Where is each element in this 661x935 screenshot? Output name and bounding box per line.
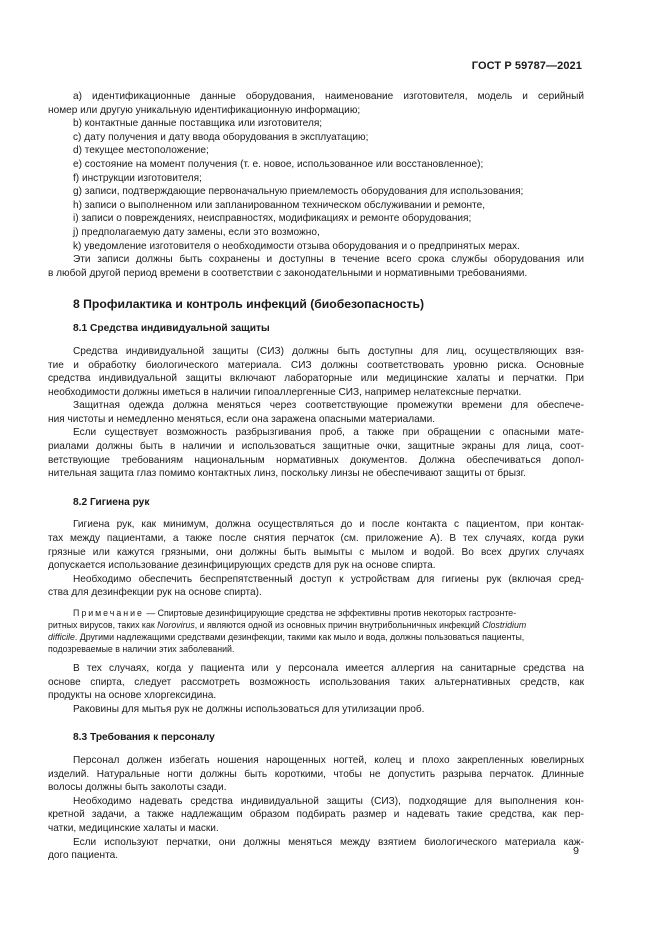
list-item: e) состояние на момент получения (т. е. новое, использованное или восстановленное); [73,158,484,170]
paragraph-line: ния чистоты и немедленно меняться, если она заражена опасными материалами. [48,413,436,425]
paragraph-line: основе спирта, следует рассмотреть возможность использования таких альтернативных средств, как [48,676,584,688]
paragraph-line: Необходимо надевать средства индивидуальной защиты (СИЗ), подходящие для выполнения кон- [73,795,584,807]
note-line: Примечание — Спиртовые дезинфицирующие средства не эффективны против некоторых гастроэнте- [73,608,517,618]
paragraph-line: Средства индивидуальной защиты (СИЗ) должны быть доступны для лиц, осуществляющих взя- [73,345,584,357]
section-8-1-body [48,345,584,481]
list-item: j) предполагаемую дату замены, если это возможно, [73,226,320,238]
paragraph-line: Персонал должен избегать ношения нарощенных ногтей, колец и плохо закрепленных ювелирных [73,754,584,766]
paragraph-line: средства индивидуальной защиты включают лабораторные или медицинские халаты и перчатки. При [48,373,584,385]
paragraph-line: тие и обработку биологического материала. СИЗ должны соответствовать уровню риска. Основные [48,359,584,371]
note-line: ритных вирусов, таких как Norovirus, и являются одной из основных причин внутрибольничных инфекций Clostridium [48,620,527,630]
list-item-cont: номер или другую уникальную идентификационную информацию; [48,104,361,116]
list-item: g) записи, подтверждающие первоначальную приемлемость оборудования для использования; [73,186,524,198]
list-item: i) записи о повреждениях, неисправностях, модификациях и ремонте оборудования; [73,213,472,225]
list-item: b) контактные данные поставщика или изготовителя; [73,118,323,130]
page-content [48,90,584,863]
list-item: f) инструкции изготовителя; [73,172,202,184]
paragraph-line: В тех случаях, когда у пациента или у персонала имеется аллергия на санитарные средства на [73,663,584,674]
paragraph-line: дого пациента. [48,850,118,862]
paragraph-line: ства для дезинфекции рук на основе спирта). [48,587,262,599]
note-block [48,607,584,655]
paragraph-line: тах между пациентами, а также после снятия перчаток (см. приложение А). В тех случаях, когда руки [48,533,584,545]
paragraph-line: Защитная одежда должна меняться через соответствующие промежутки времени для обеспече- [73,400,584,412]
list-item: c) дату получения и дату ввода оборудования в эксплуатацию; [73,131,369,143]
document-code: ГОСТ Р 59787—2021 [471,60,582,72]
records-paragraph-line: в любой другой период времени в соответствии с законодательными и нормативными требованиями. [48,267,528,279]
section-8-2-body [48,518,584,716]
paragraph-line: ветствующие требованиям национальным нормативных документов. Должна обеспечиваться допол- [48,454,584,466]
paragraph-line: чатки, медицинские халаты и маски. [48,822,219,834]
section-8-1-title: 8.1 Средства индивидуальной защиты [73,323,270,335]
paragraph-line: грязные или кажутся грязными, они должны быть вымыты с мылом и водой. Во всех других случаях [48,546,584,558]
paragraph-line: допускается использование дезинфицирующих средств для рук на основе спирта. [48,560,436,572]
paragraph-line: необходимости должны иметься в наличии гипоаллергенные СИЗ, например нелатексные перчатки. [48,386,522,398]
note-line: difficile. Другими надлежащими средствами дезинфекции, такими как мыло и вода, должны пользоваться пациенты, [48,632,525,642]
section-8-3-title: 8.3 Требования к персоналу [73,732,215,744]
paragraph-line: риалами должны быть в наличии и использоваться защитные очки, защитные экраны для лица, соот- [48,441,584,453]
list-item: k) уведомление изготовителя о необходимости отзыва оборудования и о предпринятых мерах. [73,240,520,252]
paragraph-line: волосы должны быть заколоты сзади. [48,782,227,794]
note-line: подозреваемые в наличии этих заболеваний. [48,644,235,654]
note-label: Примечание [73,608,144,618]
section-8-3-body [48,754,584,863]
page-number: 9 [573,845,579,857]
paragraph-line: Раковины для мытья рук не должны использоваться для утилизации проб. [73,703,425,715]
paragraph-line: Если существует возможность разбрызгивания проб, а также при обращении с опасными мате- [73,427,584,439]
paragraph-line: продукты на основе хлоргексидина. [48,690,217,702]
list-item: d) текущее местоположение; [73,145,209,157]
paragraph-line: изделий. Натуральные ногти должны быть короткими, чтобы не допустить разрыва перчаток. Длинные [48,768,584,780]
paragraph-line: Если используют перчатки, они должны меняться между взятием биологического материала каж- [73,836,584,848]
paragraph-line: кретной задачи, а также надлежащим образом подбирать размер и надевать такие средства, как пер- [48,809,584,821]
paragraph-line: нительная защита глаз помимо контактных линз, поскольку линзы не обеспечивают защиты от брызг. [48,468,526,480]
section-8-title: 8 Профилактика и контроль инфекций (биобезопасность) [73,297,425,312]
list-item: а) идентификационные данные оборудования, наименование изготовителя, модель и серийный [73,91,584,102]
records-paragraph-line: Эти записи должны быть сохранены и доступны в течение всего срока службы оборудования или [73,254,584,266]
list-item: h) записи о выполненном или запланированном техническом обслуживании и ремонте, [73,199,486,211]
records-list [48,90,584,280]
section-8-2-title: 8.2 Гигиена рук [73,496,150,508]
paragraph-line: Гигиена рук, как минимум, должна осуществляться до и после контакта с пациентом, при контак- [73,519,584,531]
paragraph-line: Необходимо обеспечить беспрепятственный доступ к устройствам для гигиены рук (включая сред- [73,573,584,585]
